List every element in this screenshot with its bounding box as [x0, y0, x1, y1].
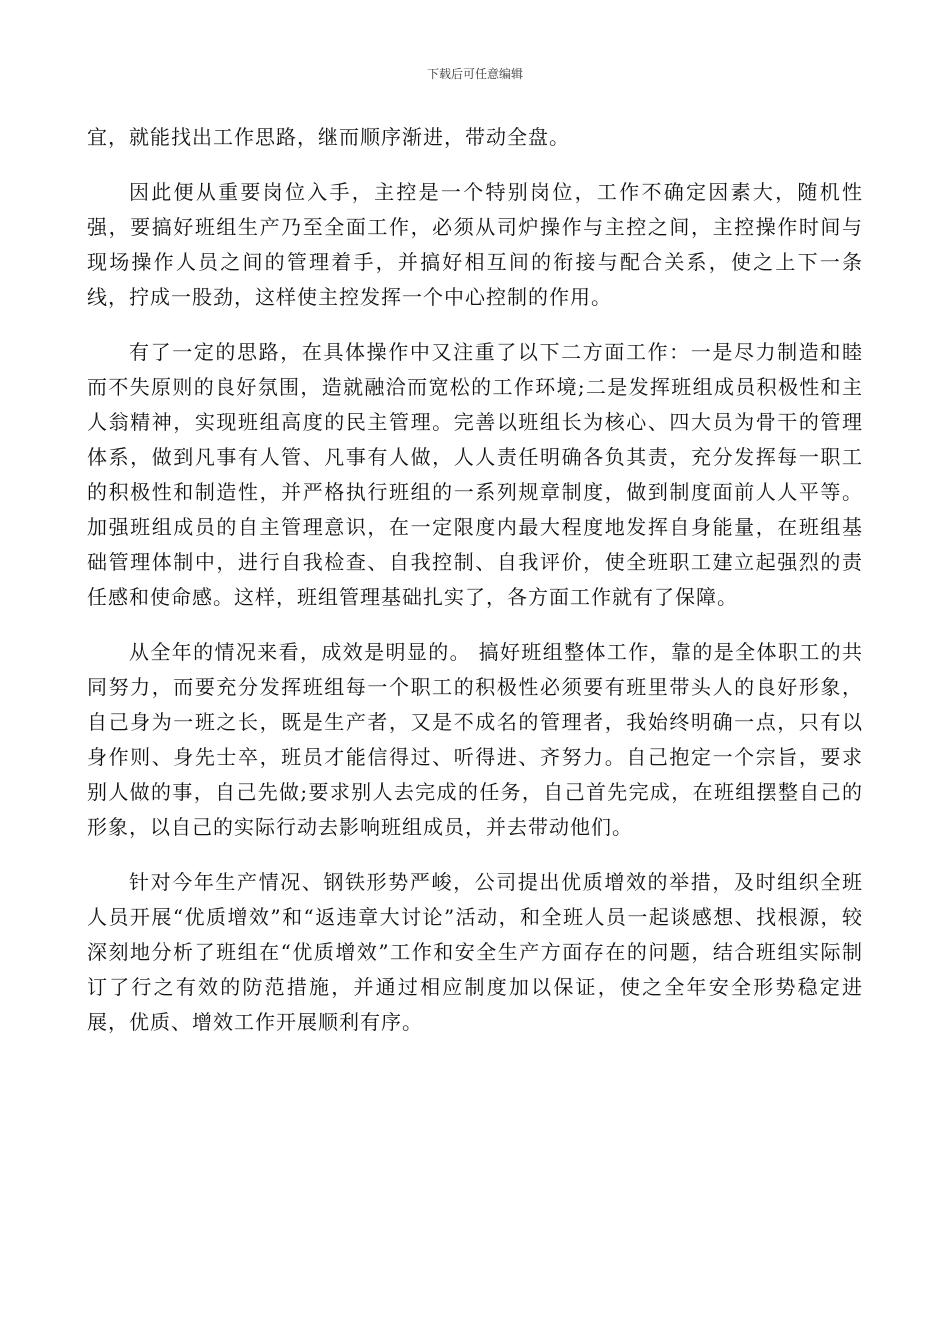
paragraph-quality-efficiency: 针对今年生产情况、钢铁形势严峻，公司提出优质增效的举措，及时组织全班人员开展“优质增效”和“返违章大讨论”活动，和全班人员一起谈感想、找根源，较深刻地分析了班组在“优质增效”工作和安全生产方面存在的问题，结合班组实际制订了行之有效的防范措施，并通过相应制度加以保证，使之全年安全形势稳定进展，优质、增效工作开展顺利有序。	[87, 870, 863, 1034]
paragraph-work-approach: 有了一定的思路，在具体操作中又注重了以下二方面工作：一是尽力制造和睦而不失原则的良好氛围，造就融洽而宽松的工作环境;二是发挥班组成员积极性和主人翁精神，实现班组高度的民主管理。完善以班组长为核心、四大员为骨干的管理体系，做到凡事有人管、凡事有人做，人人责任明确各负其责，充分发挥每一职工的积极性和制造性，并严格执行班组的一系列规章制度，做到制度面前人人平等。加强班组成员的自主管理意识，在一定限度内最大程度地发挥自身能量，在班组基础管理体制中，进行自我检查、自我控制、自我评价，使全班职工建立起强烈的责任感和使命感。这样，班组管理基础扎实了，各方面工作就有了保障。	[87, 340, 863, 609]
paragraph-key-position: 因此便从重要岗位入手，主控是一个特别岗位，工作不确定因素大，随机性强，要搞好班组生产乃至全面工作，必须从司炉操作与主控之间，主控操作时间与现场操作人员之间的管理着手，并搞好相互间的衔接与配合关系，使之上下一条线，拧成一股劲，这样使主控发挥一个中心控制的作用。	[87, 180, 863, 309]
paragraph-continuation: 宜，就能找出工作思路，继而顺序渐进，带动全盘。	[87, 125, 570, 149]
document-body	[87, 120, 863, 1040]
paragraph-annual-results: 从全年的情况来看，成效是明显的。 搞好班组整体工作，靠的是全体职工的共同努力，而要充分发挥班组每一个职工的积极性必须要有班里带头人的良好形象，自己身为一班之长，既是生产者，又是不成名的管理者，我始终明确一点，只有以身作则、身先士卒，班员才能信得过、听得进、齐努力。自己抱定一个宗旨，要求别人做的事，自己先做;要求别人去完成的任务，自己首先完成，在班组摆整自己的形象，以自己的实际行动去影响班组成员，并去带动他们。	[87, 640, 863, 839]
header-note: 下载后可任意编辑	[426, 67, 523, 81]
